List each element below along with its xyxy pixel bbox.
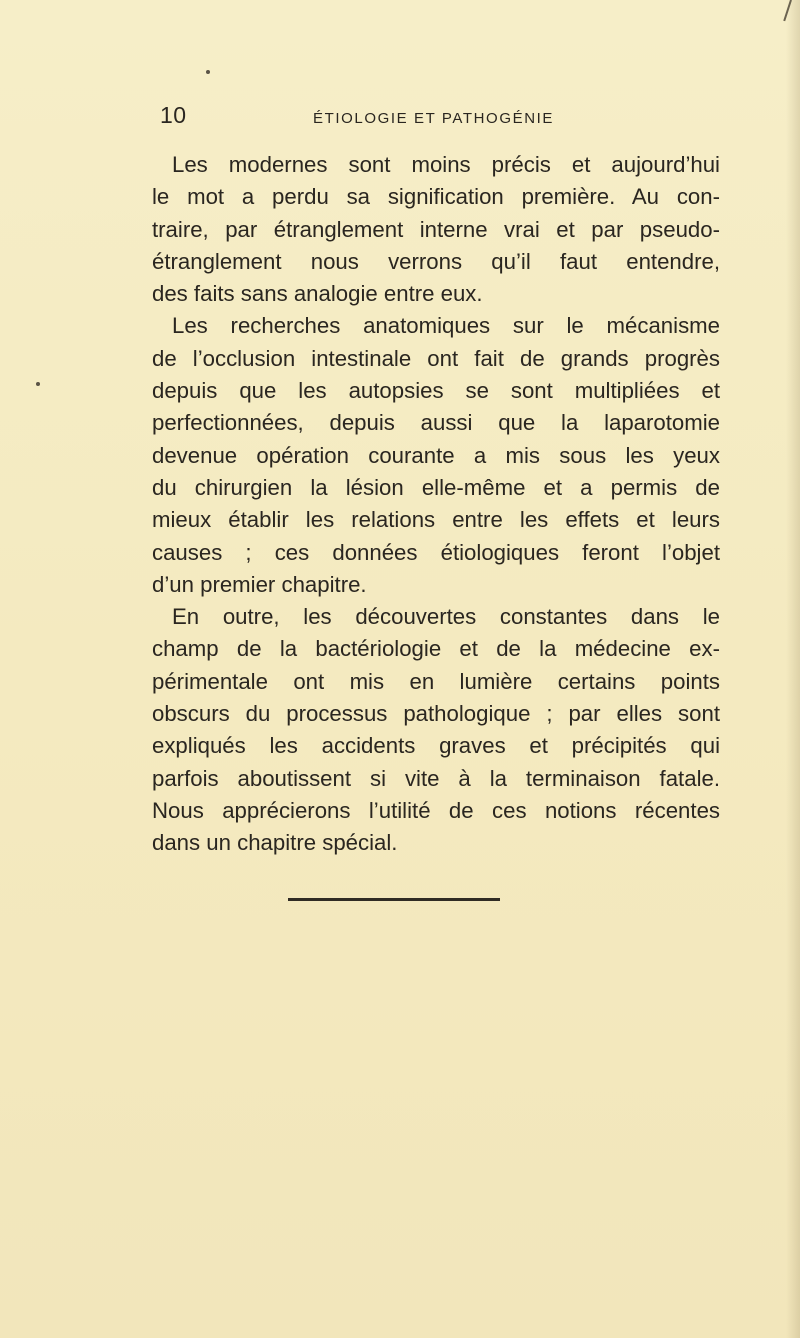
text-line: parfois aboutissent si vite à la terminaison fatale.	[152, 765, 720, 791]
text-line: le mot a perdu sa signification première. Au con-	[152, 184, 720, 210]
body-text	[152, 149, 720, 860]
text-line: étranglement nous verrons qu’il faut entendre,	[152, 248, 720, 274]
text-line: Nous apprécierons l’utilité de ces notions récentes	[152, 797, 720, 823]
text-line: Les recherches anatomiques sur le mécanisme	[172, 313, 720, 339]
text-line: de l’occlusion intestinale ont fait de grands progrès	[152, 345, 720, 371]
text-line: des faits sans analogie entre eux.	[152, 281, 483, 307]
text-line: expliqués les accidents graves et précipités qui	[152, 733, 720, 759]
text-line: perfectionnées, depuis aussi que la laparotomie	[152, 410, 720, 436]
text-line: En outre, les découvertes constantes dans le	[172, 604, 720, 630]
text-line: d’un premier chapitre.	[152, 571, 367, 597]
text-line: périmentale ont mis en lumière certains points	[152, 668, 720, 694]
text-line: du chirurgien la lésion elle-même et a permis de	[152, 474, 720, 500]
speck-mark	[206, 70, 210, 74]
section-end-rule	[288, 898, 500, 901]
text-line: devenue opération courante a mis sous les yeux	[152, 442, 720, 468]
running-head-title: ÉTIOLOGIE ET PATHOGÉNIE	[313, 110, 555, 127]
text-line: Les modernes sont moins précis et aujourd’hui	[172, 152, 720, 177]
text-line: depuis que les autopsies se sont multipliées et	[152, 378, 720, 404]
text-line: obscurs du processus pathologique ; par elles sont	[152, 701, 720, 727]
text-line: champ de la bactériologie et de la médecine ex-	[152, 636, 720, 662]
text-line: dans un chapitre spécial.	[152, 830, 398, 856]
page-edge-shadow	[786, 0, 800, 1338]
text-line: mieux établir les relations entre les effets et leurs	[152, 507, 720, 533]
speck-mark	[36, 382, 40, 386]
page-number: 10	[160, 102, 187, 128]
text-line: causes ; ces données étiologiques feront l’objet	[152, 539, 720, 565]
running-head	[160, 102, 760, 138]
text-line: traire, par étranglement interne vrai et par pseudo-	[152, 216, 720, 242]
